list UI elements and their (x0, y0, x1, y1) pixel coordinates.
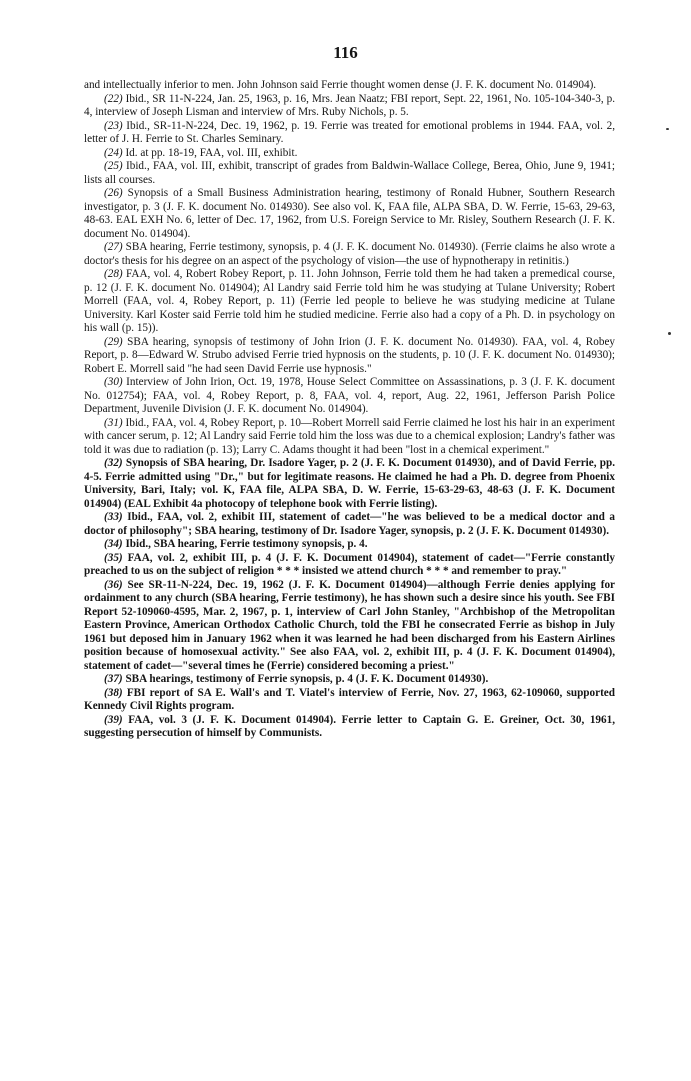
footnote-text: Id. at pp. 18-19, FAA, vol. III, exhibit. (125, 146, 298, 159)
footnote-text: Ibid., FAA, vol. 2, exhibit III, statement of cadet—"he was believed to be a medical doctor and a doctor of philosophy"; SBA hearing, testimony of Dr. Isadore Yager, synopsis, p. 2 (J. F. K. Document 014930). (84, 511, 615, 537)
footnotes-list (84, 79, 615, 741)
footnote-text: FAA, vol. 4, Robert Robey Report, p. 11. John Johnson, Ferrie told them he had taken a premedical course, p. 12 (J. F. K. document No. 014904); Al Landry said Ferrie told him he was studying at Tulane University; Robert Morrell (FAA, vol. 4, Robey Report, p. 11) (Ferrie led people to believe he was studying medicine at Tulane University. Karl Koster said Ferrie told him he studied medicine. Ferrie also had a copy of a Ph. D. in psychology on his wall (p. 15)). (84, 268, 616, 334)
footnote-text: Ibid., FAA, vol. III, exhibit, transcript of grades from Baldwin-Wallace College, Berea, Ohio, June 9, 1941; lists all courses. (84, 160, 616, 186)
footnote (84, 336, 615, 377)
footnote-text: SBA hearing, Ferrie testimony, synopsis, p. 4 (J. F. K. document No. 014930). (Ferrie claims he also wrote a doctor's thesis for his degree on an aspect of the psychology of vision—the use of hypnotherapy in retinitis.) (84, 241, 615, 267)
footnote-number: (36) (104, 578, 123, 591)
footnote-text: Synopsis of a Small Business Administration hearing, testimony of Ronald Hubner, Southern Research investigator, p. 3 (J. F. K. document No. 014930). See also vol. K, FAA file, ALPA SBA, D. W. Ferrie, 15-63, 29-63, 48-63. EAL EXH No. 6, letter of Dec. 17, 1962, from U.S. Foreign Service to Mr. Risley, Southern Research (J. F. K. document No. 014904). (84, 187, 616, 240)
margin-mark (666, 128, 669, 130)
footnote-number: (23) (104, 119, 123, 132)
footnote (84, 511, 615, 538)
footnote-number: (33) (104, 511, 123, 523)
footnote-number: (30) (104, 376, 123, 388)
footnote-text: Ibid., FAA, vol. 4, Robey Report, p. 10—Robert Morrell said Ferrie claimed he lost his hair in an experiment with cancer serum, p. 12; Al Landry said Ferrie told him the loss was due to a chemical explosion; Landry's father was told it was due to radiation (p. 13); Larry C. Adams thought it had been "lost in a chemical experiment." (84, 416, 616, 456)
footnote (84, 147, 615, 161)
footnote-number: (32) (104, 457, 123, 469)
footnote-text: Ibid., SR 11-N-224, Jan. 25, 1963, p. 16, Mrs. Jean Naatz; FBI report, Sept. 22, 1961, No. 105-104-340-3, p. 4, interview of Joseph Lisman and interview of Mrs. Ruby Nichols, p. 5. (84, 92, 615, 118)
footnote-text: Interview of John Irion, Oct. 19, 1978, House Select Committee on Assassinations, p. 3 (J. F. K. document No. 012754); FAA, vol. 4, Robey Report, p. 8, FAA, vol. 4, report, Aug. 22, 1961, Jefferson Parish Police Department, Juvenile Division (J. F. K. document No. 014904). (84, 376, 615, 415)
footnote (84, 120, 615, 147)
footnote (84, 268, 615, 336)
footnote (84, 376, 615, 417)
footnote-number: (25) (104, 160, 123, 172)
footnote-text: Ibid., SBA hearing, Ferrie testimony synopsis, p. 4. (125, 538, 368, 550)
footnote-number: (27) (104, 241, 123, 253)
footnote-number: (31) (104, 416, 123, 429)
footnote-text: FAA, vol. 3 (J. F. K. Document 014904). Ferrie letter to Captain G. E. Greiner, Oct. 30, 1961, suggesting persecution of himself by Communists. (84, 713, 615, 739)
footnote-number: (22) (104, 92, 123, 105)
footnote (84, 160, 615, 187)
footnote (84, 673, 615, 687)
footnote-number: (24) (104, 146, 123, 159)
footnote-text: SBA hearings, testimony of Ferrie synopsis, p. 4 (J. F. K. Document 014930). (125, 673, 489, 685)
footnote-text: See SR-11-N-224, Dec. 19, 1962 (J. F. K. Document 014904)—although Ferrie denies applying for ordainment to any church (SBA hearing, Ferrie testimony), he has shown such a desire since his youth. See FBI Report 52-109060-4595, Mar. 2, 1967, p. 1, interview of Carl John Stanley, "Archbishop of the Metropolitan Eastern Province, American Orthodox Catholic Church, told the FBI he consecrated Ferrie as bishop in July 1961 but deposed him in January 1962 when it was learned he had been discharged from his Eastern Airlines position because of homosexual activity." See also FAA, vol. 2, exhibit III, p. 4 (J. F. K. Document 014904), statement of cadet—"several times he (Ferrie) considered becoming a priest." (84, 578, 616, 672)
footnote (84, 579, 615, 674)
footnote (84, 552, 615, 579)
footnote-number: (35) (104, 551, 123, 564)
footnote-text: FAA, vol. 2, exhibit III, p. 4 (J. F. K. Document 014904), statement of cadet—"Ferrie constantly preached to us on the subject of religion * * * insisted we attend church * * * and remember to pray." (84, 551, 615, 577)
margin-mark (668, 332, 671, 335)
footnote-number: (38) (104, 686, 123, 699)
footnote-text: Synopsis of SBA hearing, Dr. Isadore Yager, p. 2 (J. F. K. Document 014930), and of David Ferrie, pp. 4-5. Ferrie admitted using "Dr.," but for legitimate reasons. He claimed he had a Ph. D. degree from Phoenix University, Bari, Italy; vol. K, FAA file, ALPA SBA, D. W. Ferrie, 15-63-29-63, 48-63 (J. F. K. Document 014904) (EAL Exhibit 4a photocopy of telephone book with Ferrie listing). (84, 457, 616, 510)
footnote (84, 714, 615, 741)
footnote (84, 457, 615, 511)
footnote (84, 241, 615, 268)
footnote-number: (34) (104, 538, 123, 550)
footnote-number: (26) (104, 187, 123, 199)
footnote-number: (37) (104, 673, 123, 685)
footnote (84, 187, 615, 241)
footnote-text: and intellectually inferior to men. John Johnson said Ferrie thought women dense (J. F. K. document No. 014904). (84, 79, 597, 91)
footnote-text: Ibid., SR-11-N-224, Dec. 19, 1962, p. 19. Ferrie was treated for emotional problems in 1944. FAA, vol. 2, letter of J. H. Ferrie to St. Charles Seminary. (84, 119, 615, 145)
footnote-number: (39) (104, 713, 123, 726)
footnote (84, 538, 615, 552)
footnote-text: SBA hearing, synopsis of testimony of John Irion (J. F. K. document No. 014930). FAA, vol. 4, Robey Report, p. 8—Edward W. Strubo advised Ferrie tried hypnosis on the students, p. 10 (J. F. K. document No. 014930); Robert E. Morrell said "he had seen David Ferrie use hypnosis." (84, 335, 616, 375)
footnote (84, 687, 615, 714)
footnote-number: (29) (104, 335, 123, 348)
footnote (84, 79, 615, 93)
footnote-number: (28) (104, 268, 123, 280)
footnote-text: FBI report of SA E. Wall's and T. Viatel's interview of Ferrie, Nov. 27, 1963, 62-109060, supported Kennedy Civil Rights program. (84, 686, 615, 712)
footnote (84, 93, 615, 120)
page-number: 116 (333, 43, 358, 62)
footnote (84, 417, 615, 458)
